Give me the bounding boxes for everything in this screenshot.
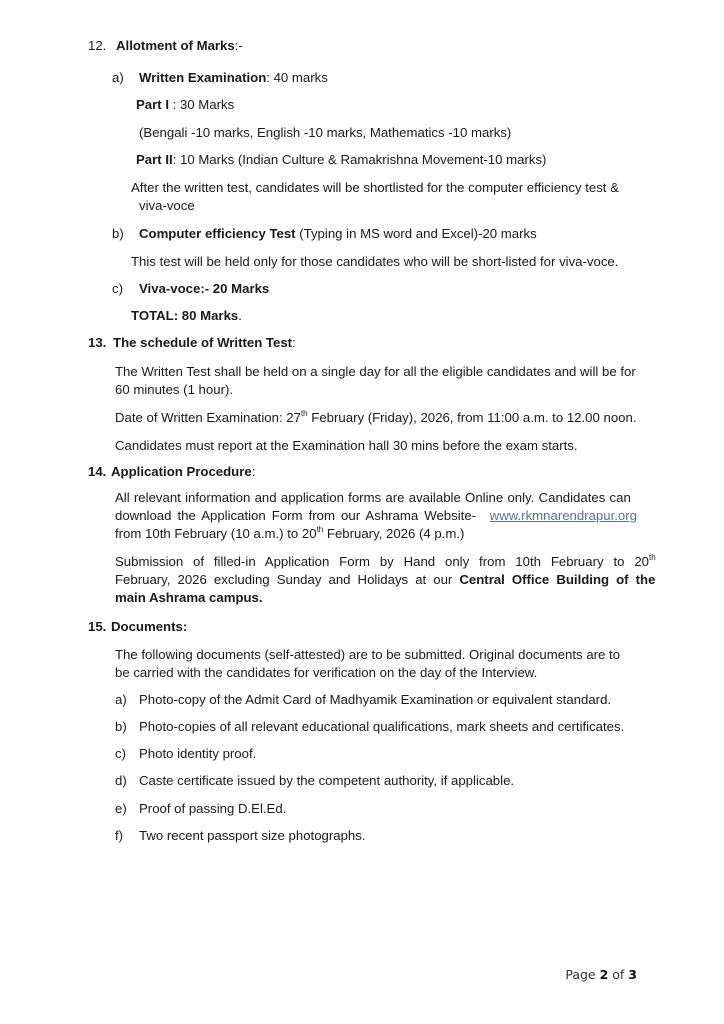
total-label: TOTAL: 80 Marks (131, 308, 239, 323)
procedure-text: download the Application Form from our Ashrama Website- (115, 508, 477, 523)
list-marker: a) (112, 70, 124, 85)
section-14-heading (88, 464, 255, 480)
document-item (115, 828, 366, 844)
part1-line (136, 97, 234, 113)
item-value: (Typing in MS word and Excel)-20 marks (295, 226, 537, 241)
list-marker: f) (115, 828, 124, 843)
date-suffix: February (Friday), 2026, from 11:00 a.m. to 12.00 noon. (307, 410, 637, 425)
date-range-prefix: from 10th February (10 a.m.) to 20 (115, 526, 317, 541)
written-exam-item (112, 70, 328, 86)
computer-test-item (112, 226, 537, 242)
item-label: Computer efficiency Test (139, 226, 296, 241)
submission-line2 (115, 572, 656, 588)
date-range-suffix: February, 2026 (4 p.m.) (323, 526, 465, 541)
list-marker: b) (115, 719, 127, 734)
section-number: 13. (88, 335, 107, 350)
part1-label: Part I (136, 97, 169, 112)
item-value: : 40 marks (266, 70, 328, 85)
list-marker: c) (112, 281, 123, 296)
part1-detail: (Bengali -10 marks, English -10 marks, Mathematics -10 marks) (139, 125, 512, 140)
procedure-para-line2 (115, 508, 637, 524)
part2-line (136, 152, 546, 168)
submission-line1 (115, 552, 656, 570)
item-text: Photo-copy of the Admit Card of Madhyamik Examination or equivalent standard. (139, 692, 612, 707)
computer-test-note: This test will be held only for those candidates who will be short-listed for viva-voce. (131, 254, 619, 269)
documents-intro-line1: The following documents (self-attested) are to be submitted. Original documents are to (115, 647, 621, 662)
section-title: Documents: (111, 619, 188, 634)
submission-text: Submission of filled-in Application Form by Hand only from 10th February to 20 (115, 554, 649, 569)
procedure-text: All relevant information and application forms are available Online only. Candidates can (115, 490, 631, 505)
part1-value: : 30 Marks (168, 97, 235, 112)
title-suffix: :- (234, 38, 243, 53)
submission-line3: main Ashrama campus. (115, 590, 263, 605)
total-marks (131, 308, 242, 324)
section-12-heading (88, 38, 243, 54)
submission-text: February, 2026 excluding Sunday and Holidays at our (115, 572, 460, 587)
page-prefix: Page (565, 967, 600, 982)
total-suffix: . (238, 308, 242, 323)
website-link[interactable]: www.rkmnarendrapur.org (489, 508, 637, 523)
list-marker: b) (112, 226, 124, 241)
page-number (565, 967, 637, 982)
document-item (115, 801, 287, 817)
shortlist-note-line1: After the written test, candidates will be shortlisted for the computer efficiency test & (131, 180, 619, 195)
item-text: Two recent passport size photographs. (139, 828, 366, 843)
item-text: Caste certificate issued by the competent authority, if applicable. (139, 773, 515, 788)
list-marker: d) (115, 773, 127, 788)
exam-date (115, 410, 637, 426)
date-sup: th (649, 552, 656, 562)
item-text: Photo-copies of all relevant educational qualifications, mark sheets and certificates. (139, 719, 625, 734)
schedule-para-line2: 60 minutes (1 hour). (115, 382, 234, 397)
item-label: Written Examination (139, 70, 267, 85)
section-title: The schedule of Written Test (113, 335, 293, 350)
document-item (115, 719, 625, 735)
document-item (115, 746, 257, 762)
viva-voce-item (112, 281, 270, 297)
procedure-para-line1 (115, 490, 637, 506)
item-text: Photo identity proof. (139, 746, 257, 761)
part2-label: Part II (136, 152, 173, 167)
documents-intro-line2: be carried with the candidates for verification on the day of the Interview. (115, 665, 538, 680)
date-prefix: Date of Written Examination: 27 (115, 410, 301, 425)
title-suffix: : (292, 335, 296, 350)
report-note: Candidates must report at the Examination hall 30 mins before the exam starts. (115, 438, 578, 453)
page-of: of (608, 967, 629, 982)
item-text: Proof of passing D.El.Ed. (139, 801, 287, 816)
section-title: Allotment of Marks (116, 38, 235, 53)
item-label: Viva-voce:- 20 Marks (139, 281, 270, 296)
section-number: 14. (88, 464, 107, 479)
procedure-para-line3 (115, 526, 464, 542)
section-title: Application Procedure (111, 464, 252, 479)
section-number: 12. (88, 38, 107, 53)
section-13-heading (88, 335, 296, 351)
section-number: 15. (88, 619, 107, 634)
page-current: 2 (599, 967, 609, 982)
document-item (115, 773, 515, 789)
central-office-text: Central Office Building of the (459, 572, 656, 587)
date-sup: th (300, 408, 308, 418)
section-15-heading (88, 619, 187, 635)
title-suffix: : (251, 464, 256, 479)
shortlist-note-line2: viva-voce (139, 198, 195, 213)
schedule-para-line1: The Written Test shall be held on a single day for all the eligible candidates and will be for (115, 364, 636, 379)
document-item (115, 692, 612, 708)
list-marker: a) (115, 692, 127, 707)
page-total: 3 (628, 967, 637, 982)
list-marker: c) (115, 746, 126, 761)
list-marker: e) (115, 801, 127, 816)
date-sup: th (316, 524, 324, 534)
part2-value: : 10 Marks (Indian Culture & Ramakrishna Movement-10 marks) (172, 152, 547, 167)
